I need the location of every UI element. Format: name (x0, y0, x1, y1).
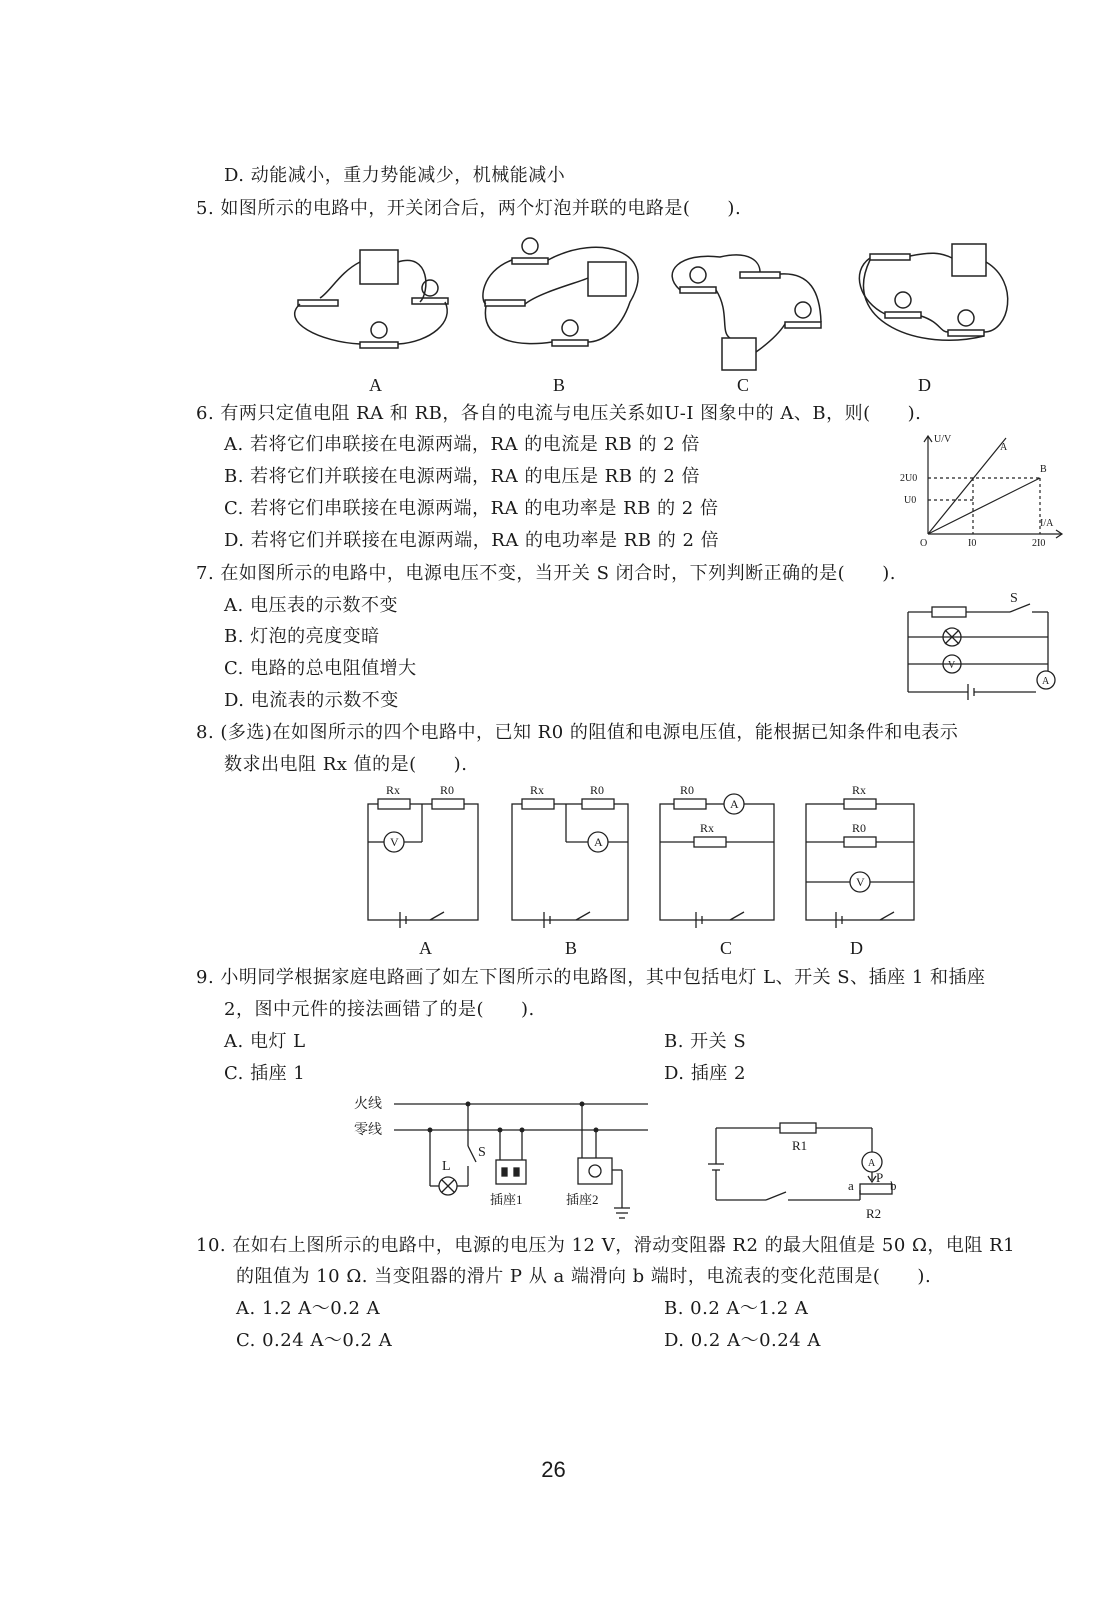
switch-icon (485, 300, 525, 306)
svg-text:A: A (1042, 676, 1050, 687)
switch-icon (740, 272, 780, 278)
b-end-label: b (890, 1178, 897, 1193)
q7-option-c: C. 电路的总电阻值增大 (224, 658, 417, 679)
r1-label: R1 (792, 1138, 808, 1153)
resistor-r1-icon (780, 1123, 816, 1133)
q5-label-a: A (369, 375, 382, 395)
q6-stem: 6. 有两只定值电阻 RA 和 RB，各自的电流与电压关系如U-I 图象中的 A、B，则( ). (196, 403, 922, 424)
q9-option-c: C. 插座 1 (224, 1063, 306, 1084)
q10-stem-line2: 的阻值为 10 Ω. 当变阻器的滑片 P 从 a 端滑向 b 端时，电流表的变化范围是( ). (236, 1266, 932, 1287)
bulb-icon (885, 312, 921, 318)
q7-option-b: B. 灯泡的亮度变暗 (224, 626, 380, 647)
q6-option-d: D. 若将它们并联接在电源两端，RA 的电功率是 RB 的 2 倍 (224, 530, 720, 551)
battery-icon (588, 262, 626, 296)
svg-text:Rx: Rx (852, 783, 867, 797)
origin-label: O (920, 538, 928, 549)
q5-stem: 5. 如图所示的电路中，开关闭合后，两个灯泡并联的电路是( ). (196, 198, 742, 219)
q9-stem-line1: 9. 小明同学根据家庭电路画了如左下图所示的电路图，其中包括电灯 L、开关 S、插座 1 和插座 (196, 967, 986, 988)
slider-p-label: P (876, 1170, 884, 1185)
svg-text:V: V (390, 835, 399, 849)
svg-text:Rx: Rx (386, 783, 401, 797)
q10-option-b: B. 0.2 A～1.2 A (664, 1298, 809, 1319)
q10-option-d: D. 0.2 A～0.24 A (664, 1330, 821, 1351)
svg-text:R0: R0 (852, 821, 867, 835)
a-end-label: a (848, 1178, 854, 1193)
socket-2-label: 插座2 (566, 1192, 599, 1207)
bulb-icon (512, 258, 548, 264)
r2-label: R2 (866, 1206, 882, 1221)
q8-label-c: C (720, 938, 733, 958)
q7-option-d: D. 电流表的示数不变 (224, 690, 399, 711)
q8-label-b: B (565, 938, 578, 958)
q7-option-a: A. 电压表的示数不变 (224, 595, 398, 616)
bulb-icon (360, 342, 398, 348)
q5-label-c: C (737, 375, 750, 395)
q7-stem: 7. 在如图所示的电路中，电源电压不变，当开关 S 闭合时，下列判断正确的是( ). (196, 563, 896, 584)
q5-label-b: B (553, 375, 566, 395)
q6-ui-graph (890, 428, 1070, 552)
neutral-wire-label: 零线 (354, 1123, 382, 1138)
x-axis-label: I/A (1040, 518, 1054, 529)
q8-label-a: A (419, 938, 432, 958)
svg-text:A: A (730, 797, 739, 811)
svg-text:Rx: Rx (700, 821, 715, 835)
switch-icon (468, 1146, 476, 1162)
bulb-icon (552, 340, 588, 346)
line-b-label: B (1040, 464, 1047, 475)
socket-2-icon (578, 1158, 612, 1184)
bulb-icon (412, 298, 448, 304)
svg-text:R0: R0 (440, 783, 455, 797)
q5-figures (280, 232, 1020, 392)
q9-option-b: B. 开关 S (664, 1031, 747, 1052)
q10-option-c: C. 0.24 A～0.2 A (236, 1330, 393, 1351)
page-number: 26 (541, 1457, 566, 1482)
q6-option-a: A. 若将它们串联接在电源两端，RA 的电流是 RB 的 2 倍 (224, 434, 700, 455)
bulb-icon (680, 287, 716, 293)
q9-option-d: D. 插座 2 (664, 1063, 746, 1084)
q10-stem-line1: 10. 在如右上图所示的电路中，电源的电压为 12 V，滑动变阻器 R2 的最大阻值是 50 Ω，电阻 R1 (196, 1235, 1016, 1256)
line-a (928, 438, 1006, 534)
battery-icon (722, 338, 756, 370)
q4-option-d: D. 动能减小，重力势能减少，机械能减小 (224, 165, 566, 186)
svg-text:V: V (948, 660, 956, 671)
switch-icon (298, 300, 338, 306)
q9-home-circuit (350, 1090, 650, 1225)
bulb-icon (785, 322, 821, 328)
resistor-r2-icon (860, 1184, 892, 1194)
switch-label: S (478, 1145, 486, 1160)
resistor-icon (932, 607, 966, 617)
lamp-label: L (442, 1159, 451, 1174)
live-wire-label: 火线 (354, 1097, 382, 1112)
line-a-label: A (1000, 442, 1008, 453)
socket-1-icon (496, 1160, 526, 1184)
x-tick-i0: I0 (968, 538, 977, 549)
svg-text:R0: R0 (590, 783, 605, 797)
q6-option-c: C. 若将它们串联接在电源两端，RA 的电功率是 RB 的 2 倍 (224, 498, 719, 519)
svg-text:A: A (594, 835, 603, 849)
bulb-icon (948, 330, 984, 336)
svg-text:A: A (868, 1158, 876, 1169)
q10-option-a: A. 1.2 A～0.2 A (236, 1298, 381, 1319)
switch-icon (870, 254, 910, 260)
q8-circuits (360, 782, 920, 930)
y-tick-2u0: 2U0 (900, 473, 918, 484)
battery-icon (360, 250, 398, 284)
q8-label-d: D (850, 938, 863, 958)
y-tick-u0: U0 (904, 495, 917, 506)
q8-stem-line2: 数求出电阻 Rx 值的是( ). (224, 754, 468, 775)
x-tick-2i0: 2I0 (1032, 538, 1046, 549)
y-axis-label: U/V (934, 434, 952, 445)
q9-option-a: A. 电灯 L (224, 1031, 306, 1052)
svg-text:R0: R0 (680, 783, 695, 797)
svg-text:V: V (856, 875, 865, 889)
svg-text:Rx: Rx (530, 783, 545, 797)
switch-icon (766, 1192, 786, 1200)
q8-stem-line1: 8. (多选)在如图所示的四个电路中，已知 R0 的阻值和电源电压值，能根据已知条件和电表示 (196, 722, 959, 743)
q7-circuit (900, 592, 1070, 702)
q6-option-b: B. 若将它们并联接在电源两端，RA 的电压是 RB 的 2 倍 (224, 466, 701, 487)
battery-icon (952, 244, 986, 276)
q5-label-d: D (918, 375, 931, 395)
socket-1-label: 插座1 (490, 1192, 523, 1207)
q9-stem-line2: 2，图中元件的接法画错了的是( ). (224, 999, 535, 1020)
line-b (928, 478, 1040, 534)
switch-label: S (1010, 592, 1018, 606)
q10-circuit (700, 1112, 910, 1224)
